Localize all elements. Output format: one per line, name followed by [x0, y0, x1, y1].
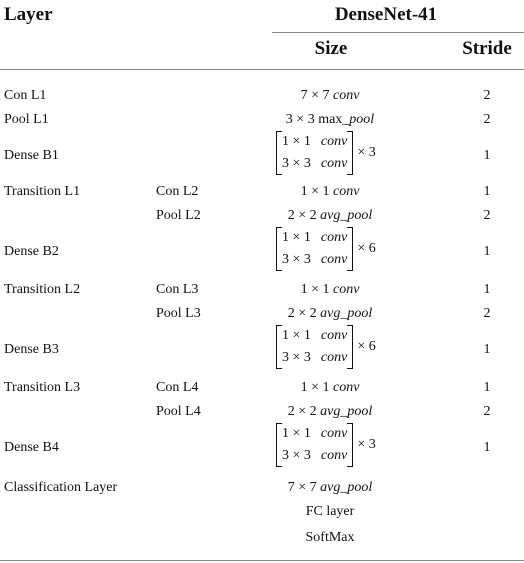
bottom-rule [0, 560, 524, 561]
stride-cell: 2 [483, 208, 491, 223]
size-cell: SoftMax [305, 530, 355, 545]
stride-cell: 2 [483, 404, 491, 419]
size-cell: 1 × 1 conv [300, 184, 360, 199]
stride-cell: 2 [483, 112, 491, 127]
row-layer: Classification Layer [4, 480, 118, 495]
dense-block-matrix: 1 × 1 conv 3 × 3 conv × 3 [276, 131, 376, 175]
header-size: Size [314, 38, 348, 59]
dense-block-matrix: 1 × 1 conv 3 × 3 conv × 6 [276, 325, 376, 369]
stride-cell: 1 [483, 282, 491, 297]
stride-cell: 1 [483, 440, 491, 455]
row-layer: Pool L1 [4, 112, 49, 127]
header-layer: Layer [4, 4, 53, 25]
row-sublayer: Con L2 [156, 184, 199, 199]
header-network: DenseNet-41 [334, 4, 438, 25]
row-layer: Transition L2 [4, 282, 81, 297]
header-stride: Stride [462, 38, 512, 59]
stride-cell: 1 [483, 244, 491, 259]
network-underline [272, 32, 524, 33]
stride-cell: 2 [483, 88, 491, 103]
row-layer: Dense B3 [4, 342, 59, 357]
row-sublayer: Pool L3 [156, 306, 201, 321]
stride-cell: 1 [483, 148, 491, 163]
row-layer: Dense B1 [4, 148, 59, 163]
header-rule [0, 69, 524, 70]
row-sublayer: Pool L2 [156, 208, 201, 223]
dense-block-matrix: 1 × 1 conv 3 × 3 conv × 3 [276, 423, 376, 467]
size-cell: 2 × 2 avg_pool [287, 306, 373, 321]
row-sublayer: Con L4 [156, 380, 199, 395]
stride-cell: 2 [483, 306, 491, 321]
stride-cell: 1 [483, 184, 491, 199]
dense-block-matrix: 1 × 1 conv 3 × 3 conv × 6 [276, 227, 376, 271]
stride-cell: 1 [483, 380, 491, 395]
row-layer: Dense B4 [4, 440, 59, 455]
size-cell: 2 × 2 avg_pool [287, 208, 373, 223]
size-cell: 1 × 1 conv [300, 380, 360, 395]
size-cell: 7 × 7 avg_pool [287, 480, 373, 495]
size-cell: 7 × 7 conv [300, 88, 360, 103]
row-layer: Transition L1 [4, 184, 81, 199]
row-sublayer: Pool L4 [156, 404, 201, 419]
row-layer: Dense B2 [4, 244, 59, 259]
row-layer: Con L1 [4, 88, 47, 103]
size-cell: FC layer [305, 504, 355, 519]
size-cell: 2 × 2 avg_pool [287, 404, 373, 419]
row-sublayer: Con L3 [156, 282, 199, 297]
stride-cell: 1 [483, 342, 491, 357]
size-cell: 3 × 3 max_pool [285, 112, 375, 127]
row-layer: Transition L3 [4, 380, 81, 395]
size-cell: 1 × 1 conv [300, 282, 360, 297]
